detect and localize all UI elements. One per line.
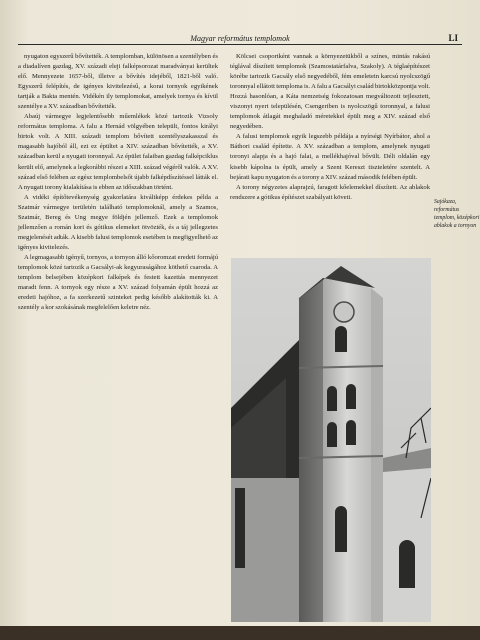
page-number: LI — [448, 33, 458, 43]
paragraph: Abaúj vármegye legjelentősebb műemlékek közé tartozik Vizsoly református temploma. A falu a Hernád völgyében települt, fontos királyi birtok volt. A XIII. századi templom bővített szentélyszakasszal és magasabb hajóból áll, ezt ez épültet a XIV. században bővítették, a XV. században kerül a nyugati toronnyal. Az épület falaiban gazdag falképciklus került elő, amelynek a legkorábbi részei a XIII. század végéről valók. A XV. század első felében az egész templombelsőt újabb falképdíszítéssel látták el. A nyugati torony kialakítása is ebben az időszakban történt. — [18, 113, 218, 191]
desk-background — [0, 626, 480, 640]
right-text-column — [230, 52, 430, 203]
church-tower-photo — [231, 258, 431, 622]
paragraph: A falusi templomok egyik legszebb példája a nyírségi Nyírbátor, ahol a Báthori család építette. A XV. században a templom, amelynek nyugati toronyi alapja és a hajó falai, a mellékhajóval bővült. Déli oldalán egy kisebb kápolna is épült, amely a Szent Kereszt tiszteletére szentelt. A bejárati kapu nyugaton és a torony a XIV. század második felében épült. — [230, 133, 430, 181]
left-text-column — [18, 52, 218, 313]
paragraph: A vidéki építőtevékenység gyakorlatára kiváltképp érdekes példa a Szatmár vármegye területén található templomoknál, amely a Szamos, Szatmár, Bereg és Ung megye földjén jellemző. Ezek a templomok jellemzően a román kori és gótikus elemeket ötvözték, és a táj jellegzetes megjelenését adták. A kisebb falusi templomok esetében is megfigyelhető az igényes kivitelezés. — [18, 193, 218, 251]
running-header: Magyar református templomok — [190, 34, 290, 43]
photo-caption: Sajókaza, református templom, középkori ablakok a tornyon — [434, 199, 480, 229]
header-rule — [18, 44, 462, 45]
paragraph: A legmagasabb igényű, tornyos, a tornyon álló kőoromzat eredeti formájú templomok közé tartozik a Gacsályi-ak kegyuraságához köthető csaroda. A templom belsejében középkori falképek és festett kazettás mennyezet maradt fenn. A tornyok egy része a XV. század folyamán épült hozzá az eredeti hajóhoz, a fa szerkezetű szinteket pedig később alakították ki. A szentély a kor szokásának megfelelően keletre néz. — [18, 253, 218, 312]
paragraph: Kölcsei csoportként vannak a környezetükből a színes, mintás rakású téglával díszített templomok (Szamostatárfalva, Szakoly). A téglaépítészet körébe tartozik Gacsály első negyedéből, fém emeletein karcsú nyolcszögű toronnyal ellátott temploma is. A falu a Gacsályi család birtokközpontja volt. Hozzá hasonlóan, a Káta nemzetség fokozatosan megváltozott tejlesztett, viszonyt nyert településén, Csengeriben is nyolcszögű toronnyal, a falusi templomok átlagát meghaladó méretekkel épült meg a XIV. század első negyedében. — [230, 53, 430, 131]
paragraph: nyugaton egyszerű bővítették. A templomban, különösen a szentélyben és a diadalíven gazdag, XV. századi eleji falképsorozat maradványai kerültek elő. Mennyezete 1657-ből, illetve a bővítés idejéből, 1821-ből való. Egyszerű felépítés, de igényes kivitelezésű, a korai tornyok egyikének tartják a Bakta mentén. Vidékén ily templomokat, amelyek tornya és kívül szentélye a XV. században bővítették. — [18, 53, 218, 111]
paragraph: A torony négyzetes alaprajzú, faragott kőelemekkel díszített. Az ablakok rendszere a gótikus építészet szabályait követi. — [230, 183, 430, 201]
